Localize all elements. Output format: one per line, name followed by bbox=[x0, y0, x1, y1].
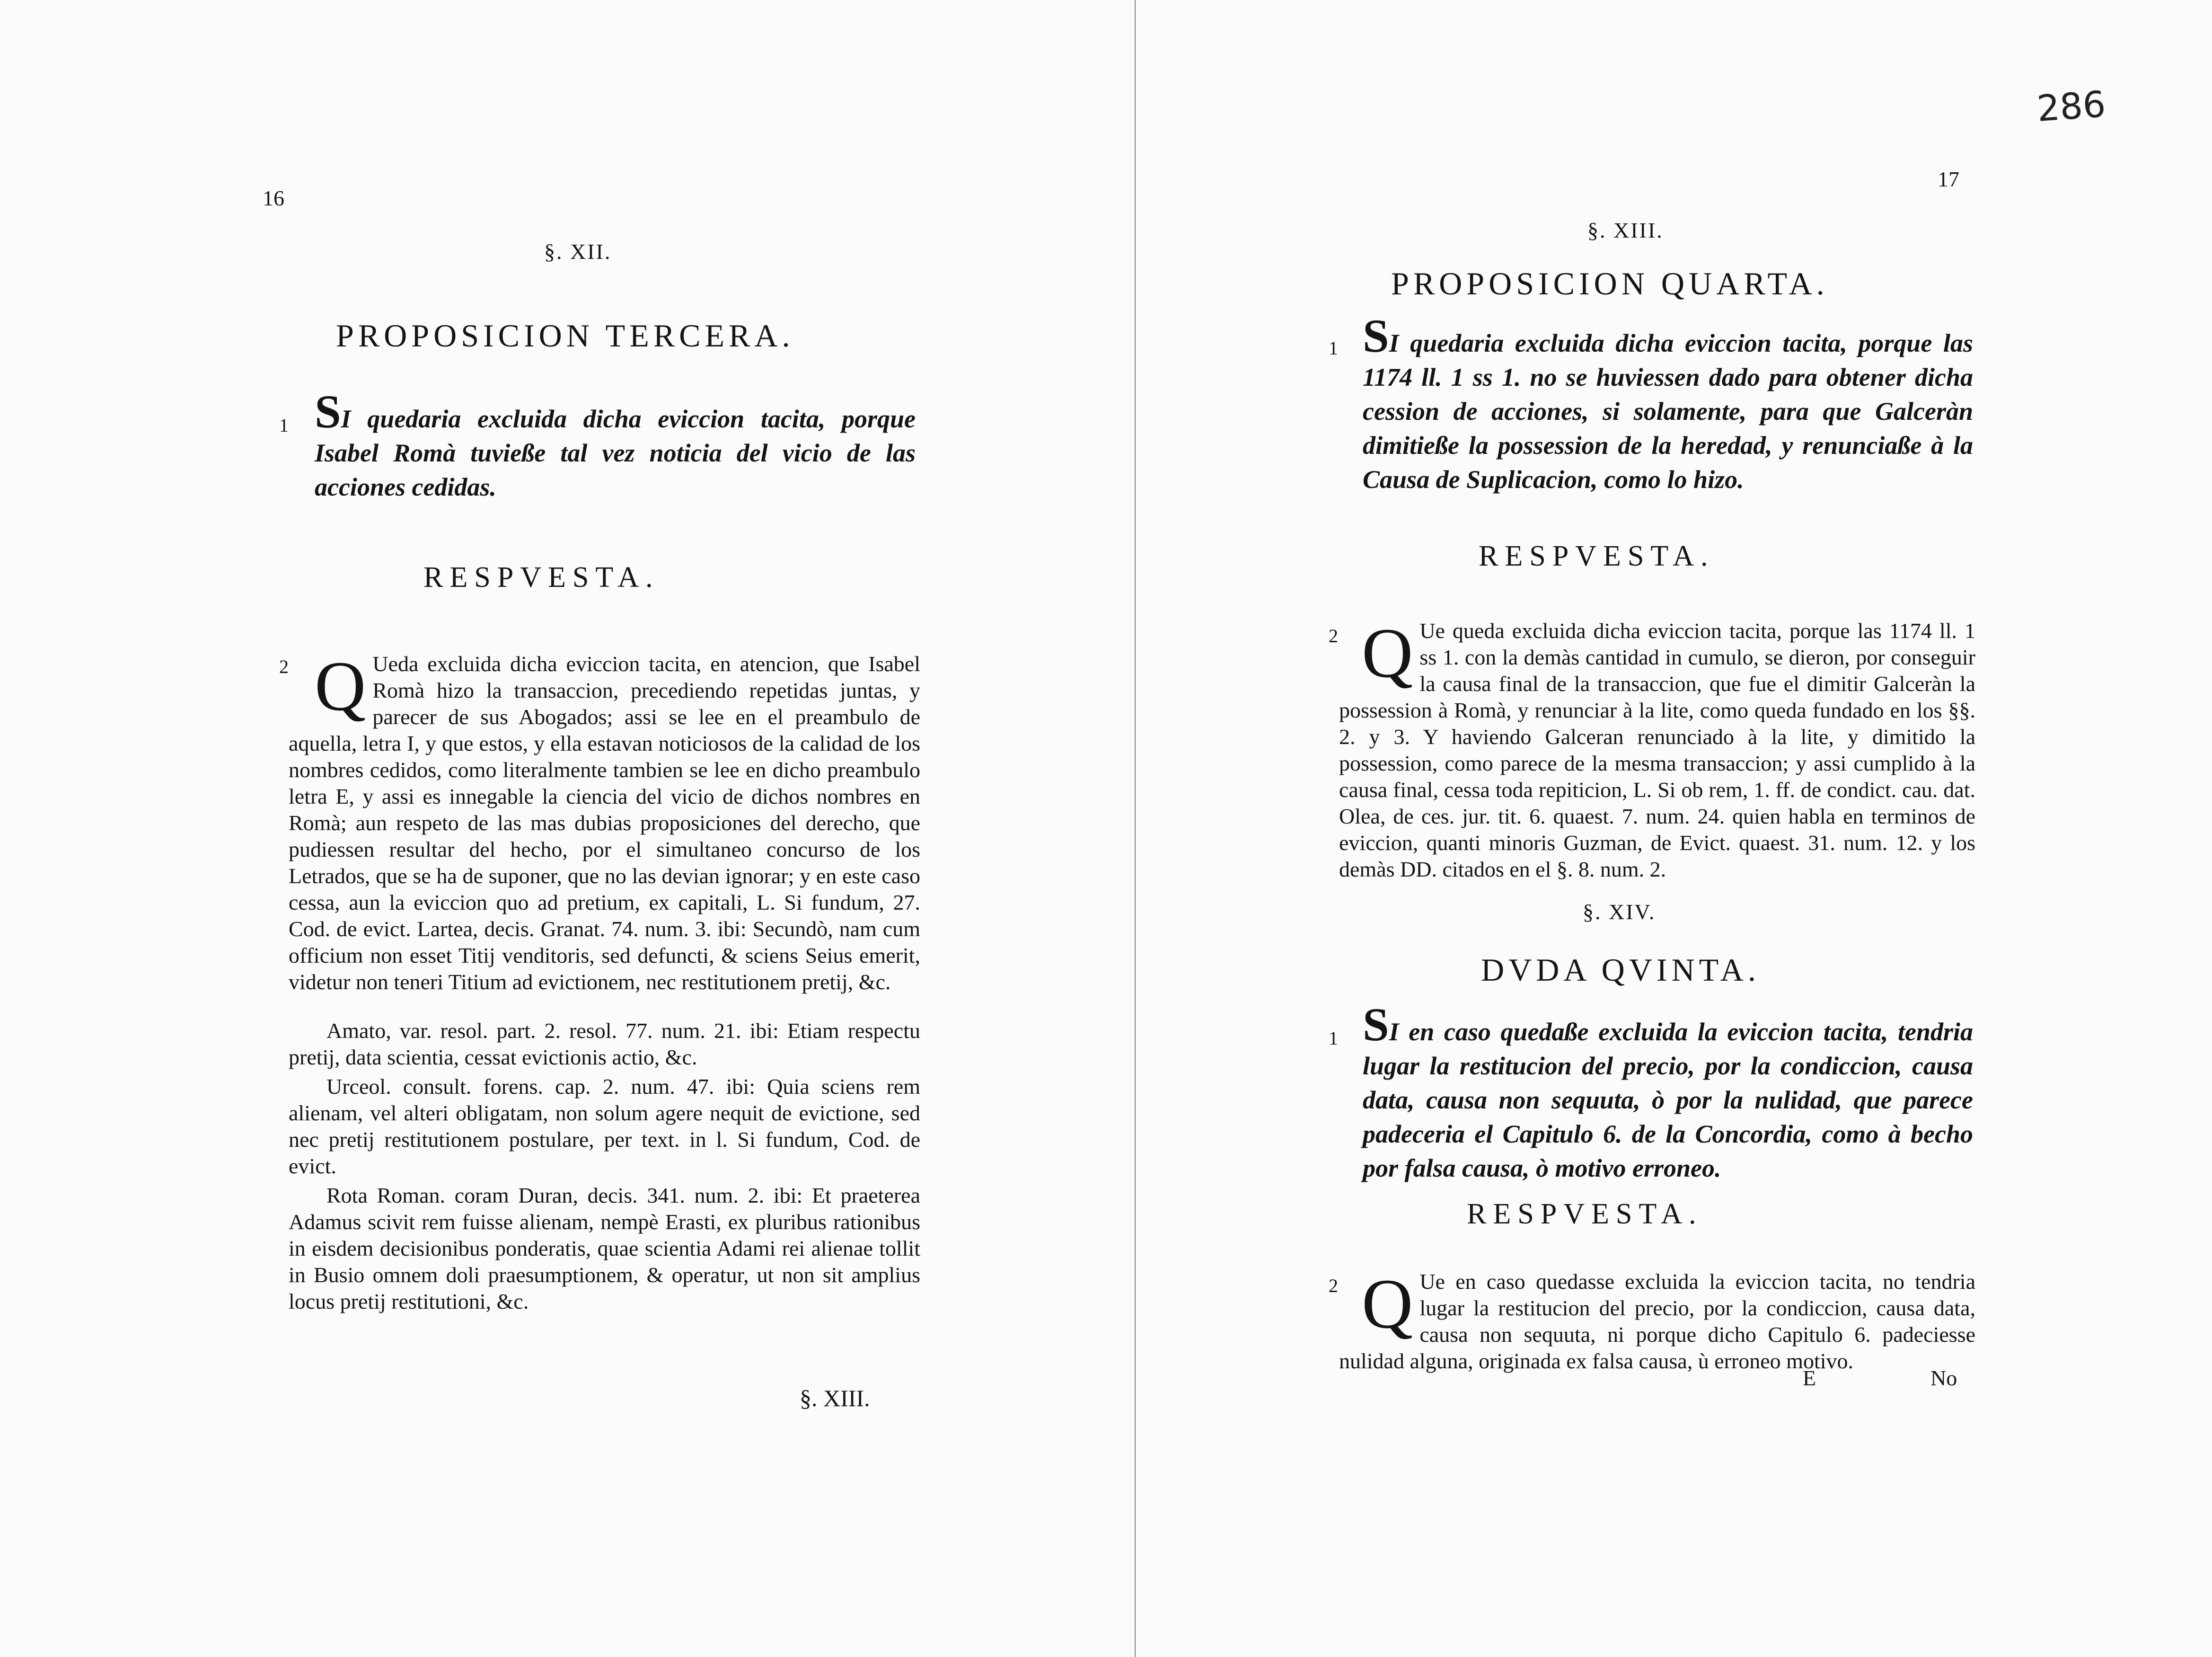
response-body: Ue queda excluida dicha eviccion tacita, porque las 1174 ll. 1 ss 1. con la demàs cantidad in cumulo, se dieron, por conseguir la causa final de la transaccion, que fue el dimitir Galceràn la possession à Romà, y renunciar à la lite, como queda fundado en los §§. 2. y 3. Y haviendo Galceran renunciado à la lite, y dimitido la possession, como parece de la mesma transaccion; y assi cumplido à la causa final, cessa toda repiticion, L. Si ob rem, 1. ff. de condict. cau. dat. Olea, de ces. jur. tit. 6. quaest. 7. num. 24. quien habla en terminos de eviccion, quanti minoris Guzman, de Evict. quaest. 31. num. 12. y los demàs DD. citados en el §. 8. num. 2. bbox=[1339, 619, 1975, 881]
proposition-title: PROPOSICION TERCERA. bbox=[336, 318, 794, 354]
catchword: No bbox=[1930, 1366, 1957, 1390]
margin-number: 1 bbox=[1329, 337, 1338, 359]
margin-number: 2 bbox=[1329, 1275, 1338, 1296]
drop-cap: S bbox=[1363, 310, 1389, 362]
margin-number: 2 bbox=[1329, 625, 1338, 647]
response-text bbox=[1339, 614, 1975, 883]
section-heading: §. XII. bbox=[544, 239, 612, 264]
drop-cap: Q bbox=[315, 647, 366, 726]
response-heading: RESPVESTA. bbox=[423, 561, 660, 594]
response-body: Ue en caso quedasse excluida la eviccion tacita, no tendria lugar la restitucion del precio, por la condiccion, causa data, causa non sequuta, ni porque dicho Capitulo 6. padeciesse nulidad alguna, originada ex falsa causa, ù erroneo motivo. bbox=[1339, 1269, 1975, 1373]
drop-cap: S bbox=[315, 385, 341, 438]
margin-number: 1 bbox=[1329, 1028, 1338, 1049]
response-text bbox=[1339, 1265, 1975, 1374]
citation: Amato, var. resol. part. 2. resol. 77. num. 21. ibi: Etiam respectu pretij, data scientia, cessat evictionis actio, &c. bbox=[289, 1019, 920, 1069]
question-text bbox=[315, 385, 916, 504]
margin-number: 1 bbox=[279, 415, 289, 436]
question-text bbox=[1363, 312, 1973, 496]
doubt-title: DVDA QVINTA. bbox=[1481, 952, 1760, 988]
question-body: I quedaria excluida dicha eviccion tacita, porque Isabel Romà tuvieße tal vez noticia del vicio de las acciones cedidas. bbox=[315, 405, 916, 501]
drop-cap: S bbox=[1363, 998, 1389, 1051]
response-heading: RESPVESTA. bbox=[1479, 540, 1715, 572]
citation: Rota Roman. coram Duran, decis. 341. num. 2. ibi: Et praeterea Adamus scivit rem fuisse alienam, nempè Erasti, ex pluribus rationibus in eisdem decisionibus ponderatis, quae scientia Adami rei alienae tollit in Busio omnem doli praesumptionem, & operatur, ut non sit amplius locus pretij restitutioni, &c. bbox=[289, 1183, 920, 1313]
section-heading: §. XIV. bbox=[1583, 900, 1656, 924]
response-text bbox=[289, 647, 920, 995]
question-body: I en caso quedaße excluida la eviccion tacita, tendria lugar la restitucion del precio, por la condiccion, causa data, causa non sequuta, ò por la nulidad, que parece padeceria el Capitulo 6. de la Concordia, como à becho por falsa causa, ò motivo erroneo. bbox=[1363, 1018, 1973, 1182]
citation: Urceol. consult. forens. cap. 2. num. 47. ibi: Quia sciens rem alienam, vel alteri obligatam, non solum agere nequit de evictione, sed nec pretij restitutionem postulare, per text. in l. Si fundum, Cod. de evict. bbox=[289, 1074, 920, 1178]
response-heading: RESPVESTA. bbox=[1467, 1198, 1703, 1230]
question-text bbox=[1363, 998, 1973, 1185]
margin-number: 2 bbox=[279, 656, 289, 677]
drop-cap: Q bbox=[1362, 614, 1413, 692]
signature-mark: E bbox=[1803, 1366, 1816, 1390]
drop-cap: Q bbox=[1362, 1265, 1413, 1343]
question-body: I quedaria excluida dicha eviccion tacita, porque las 1174 ll. 1 ss 1. no se huviessen dado para obtener dicha cession de acciones, si solamente, para que Galceràn dimitieße la possession de la heredad, y renunciaße à la Causa de Suplicacion, como lo hizo. bbox=[1363, 329, 1973, 494]
citations bbox=[289, 1018, 920, 1318]
page-number: 17 bbox=[1938, 167, 1959, 191]
right-page bbox=[1136, 0, 2212, 1657]
response-body: Ueda excluida dicha eviccion tacita, en atencion, que Isabel Romà hizo la transaccion, precediendo repetidas juntas, y parecer de sus Abogados; assi se lee en el preambulo de aquella, letra I, y que estos, y ella estavan noticiosos de la calidad de los nombres cedidos, como literalmente tambien se lee en dicho preambulo letra E, y assi es innegable la ciencia del vicio de dichos nombres en Romà; aun respeto de las mas dubias proposiciones del derecho, que pudiessen resultar del hecho, por el simultaneo concurso de los Letrados, que se ha de suponer, que no las devian ignorar; y en este caso cessa, aun la eviccion quo ad pretium, ex capitali, L. Si fundum, 27. Cod. de evict. Lartea, decis. Granat. 74. num. 3. ibi: Secundò, nam cum officium non esset Titij venditoris, sed defuncti, & sciens Seius emerit, videtur non teneri Titium ad evictionem, nec restitutionem pretij, &c. bbox=[289, 652, 920, 994]
section-heading: §. XIII. bbox=[1587, 218, 1664, 242]
proposition-title: PROPOSICION QUARTA. bbox=[1391, 266, 1829, 301]
catchword: §. XIII. bbox=[800, 1385, 870, 1411]
page-number: 16 bbox=[263, 186, 284, 210]
handwritten-folio-number: 286 bbox=[2036, 83, 2107, 130]
